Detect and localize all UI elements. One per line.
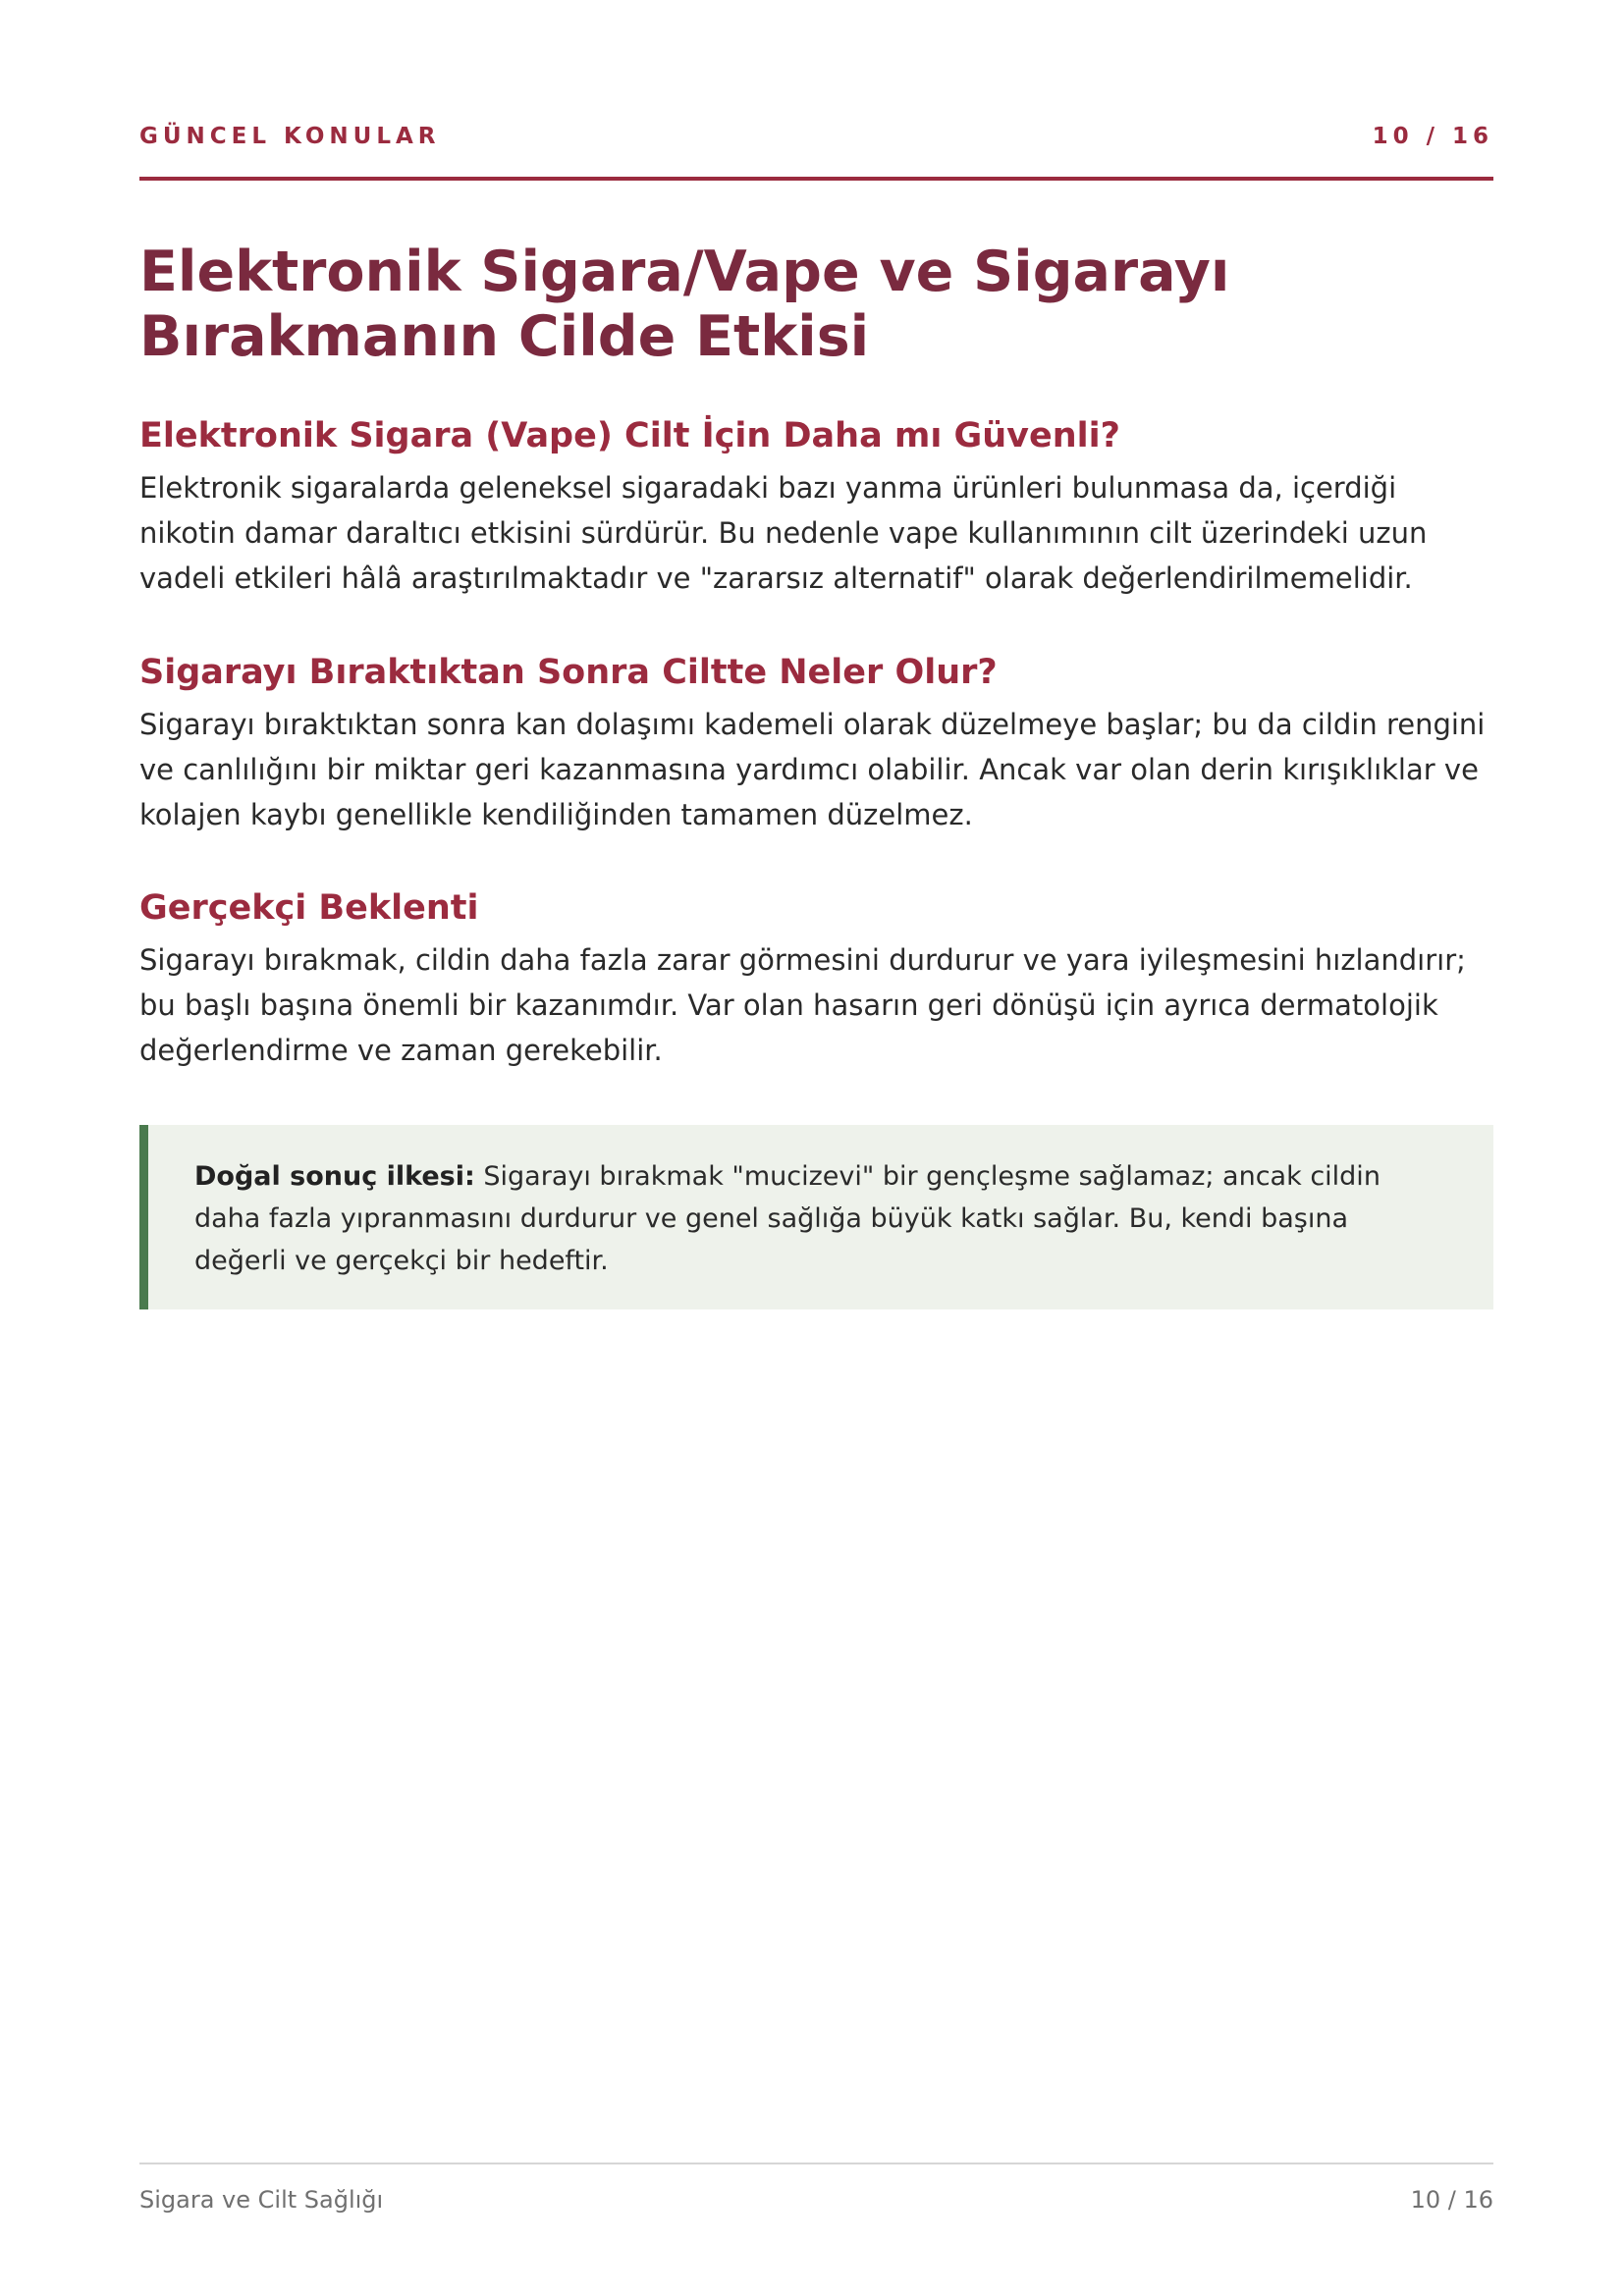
section-body: Elektronik sigaralarda geleneksel sigaradaki bazı yanma ürünleri bulunmasa da, içerdiği nikotin damar daraltıcı etkisini sürdürür. Bu nedenle vape kullanımının cilt üzerindeki uzun vadeli etkileri hâlâ araştırılmaktadır ve "zararsız alternatif" olarak değerlendirilmemelidir.: [139, 471, 1428, 595]
section-label: GÜNCEL KONULAR: [139, 124, 441, 149]
footer-page-number: 10 / 16: [1410, 2186, 1493, 2214]
page-title: Elektronik Sigara/Vape ve Sigarayı Bırakmanın Cilde Etkisi: [139, 240, 1230, 369]
section-body: Sigarayı bırakmak, cildin daha fazla zarar görmesini durdurur ve yara iyileşmesini hızlandırır; bu başlı başına önemli bir kazanımdır. Var olan hasarın geri dönüşü için ayrıca dermatolojik değerlendirme ve zaman gerekebilir.: [139, 943, 1466, 1067]
page-footer: [139, 2163, 1493, 2223]
callout-label: Doğal sonuç ilkesi:: [194, 1161, 475, 1192]
header-page-indicator: 10 / 16: [1372, 124, 1493, 149]
callout-box: [139, 1125, 1493, 1309]
section-heading: Sigarayı Bıraktıktan Sonra Ciltte Neler Olur?: [139, 653, 998, 692]
section-heading: Elektronik Sigara (Vape) Cilt İçin Daha mı Güvenli?: [139, 416, 1120, 455]
section-after-quitting: [139, 651, 1493, 837]
section-body: Sigarayı bıraktıktan sonra kan dolaşımı kademeli olarak düzelmeye başlar; bu da cildin rengini ve canlılığını bir miktar geri kazanmasına yardımcı olabilir. Ancak var olan derin kırışıklıklar ve kolajen kaybı genellikle kendiliğinden tamamen düzelmez.: [139, 708, 1486, 831]
section-heading: Gerçekçi Beklenti: [139, 888, 479, 928]
section-realistic-expectation: [139, 886, 1493, 1073]
callout-text: Sigarayı bırakmak "mucizevi" bir gençleşme sağlamaz; ancak cildin daha fazla yıpranmasını durdurur ve genel sağlığa büyük katkı sağlar. Bu, kendi başına değerli ve gerçekçi bir hedeftir.: [194, 1161, 1380, 1276]
footer-document-title: Sigara ve Cilt Sağlığı: [139, 2186, 384, 2214]
section-vape-safety: [139, 414, 1493, 601]
page-header: [139, 122, 1493, 181]
callout-paragraph: [194, 1155, 1444, 1282]
